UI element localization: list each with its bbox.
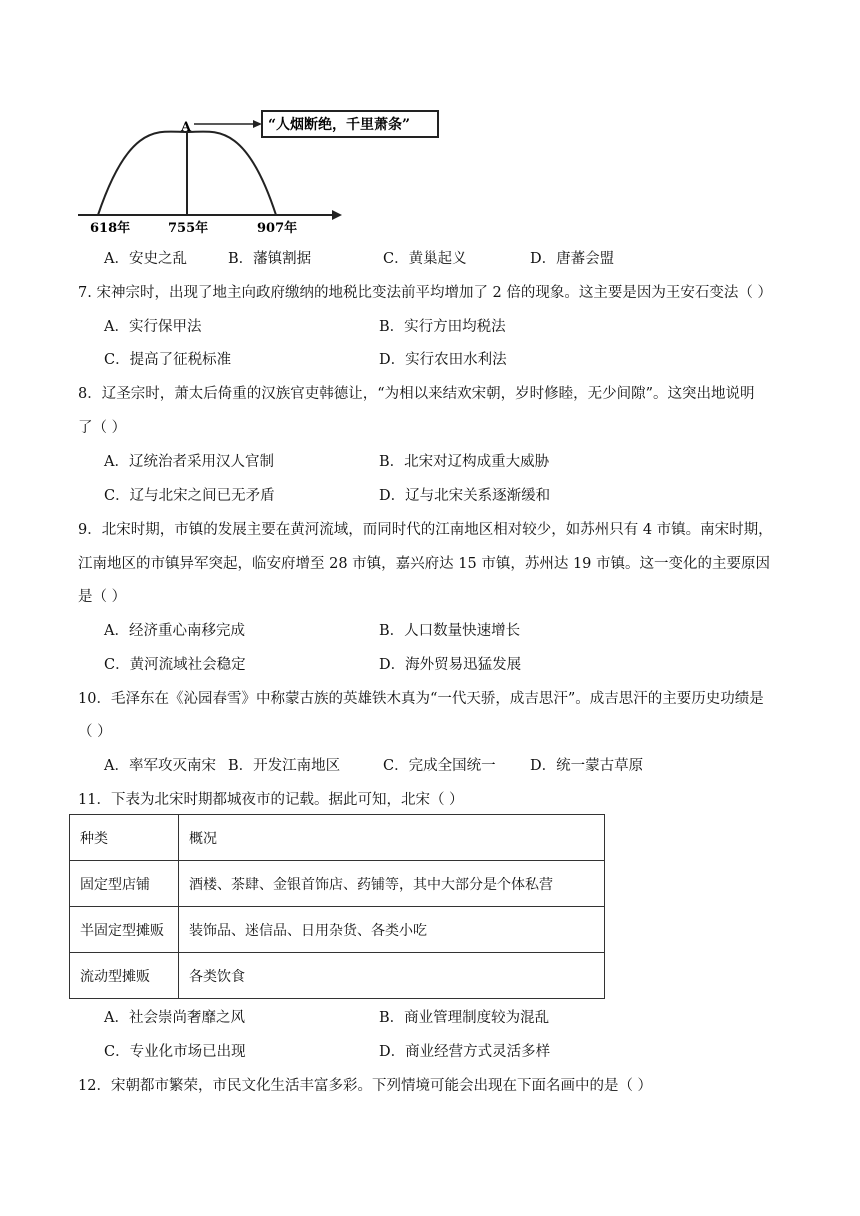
year-label-end: 907年	[257, 221, 298, 236]
q8-option-a[interactable]: A．辽统治者采用汉人官制	[104, 454, 274, 470]
callout-arrow-head	[253, 120, 262, 128]
q8-stem-line1: 8．辽圣宗时，萧太后倚重的汉族官吏韩德让，“为相以来结欢宋朝，岁时修睦，无少间隙”。这突出地说明	[78, 386, 755, 402]
year-label-start: 618年	[90, 221, 131, 236]
q12-stem: 12．宋朝都市繁荣，市民文化生活丰富多彩。下列情境可能会出现在下面名画中的是（ ）	[78, 1078, 653, 1094]
axis-arrow-head	[332, 210, 342, 220]
table-header-cell: 概况	[179, 815, 605, 861]
year-label-peak: 755年	[168, 221, 209, 236]
table-header-row	[70, 815, 605, 861]
table-header-cell: 种类	[70, 815, 179, 861]
q7-option-a[interactable]: A．实行保甲法	[104, 319, 202, 335]
q11-option-a[interactable]: A．社会崇尚奢靡之风	[104, 1010, 245, 1026]
q7-stem: 7. 宋神宗时，出现了地主向政府缴纳的地税比变法前平均增加了 2 倍的现象。这主要是因为王安石变法（ ）	[78, 285, 772, 301]
q8-option-b[interactable]: B．北宋对辽构成重大威胁	[379, 454, 550, 470]
q9-option-b[interactable]: B．人口数量快速增长	[379, 623, 521, 639]
q9-option-a[interactable]: A．经济重心南移完成	[104, 623, 245, 639]
q6-option-d[interactable]: D．唐蕃会盟	[530, 251, 615, 267]
q7-option-d[interactable]: D．实行农田水利法	[379, 352, 507, 368]
q9-option-c[interactable]: C．黄河流域社会稳定	[104, 657, 246, 673]
table-cell-desc: 酒楼、茶肆、金银首饰店、药铺等，其中大部分是个体私营	[179, 861, 605, 907]
q8-stem-line2: 了（ ）	[78, 420, 127, 436]
q9-stem-line1: 9．北宋时期，市镇的发展主要在黄河流域，而同时代的江南地区相对较少，如苏州只有 4 市镇。南宋时期，	[78, 522, 773, 538]
table-cell-type: 固定型店铺	[70, 861, 179, 907]
q6-option-c[interactable]: C．黄巢起义	[383, 251, 467, 267]
q8-option-d[interactable]: D．辽与北宋关系逐渐缓和	[379, 488, 551, 504]
q10-option-a[interactable]: A．率军攻灭南宋	[104, 758, 216, 774]
peak-label: A	[181, 120, 192, 135]
q6-option-b[interactable]: B．藩镇割据	[228, 251, 312, 267]
q7-option-c[interactable]: C．提高了征税标准	[104, 352, 232, 368]
q6-option-a[interactable]: A．安史之乱	[104, 251, 187, 267]
q11-stem: 11．下表为北宋时期都城夜市的记载。据此可知，北宋（ ）	[78, 792, 464, 808]
q10-stem-line1: 10．毛泽东在《沁园春雪》中称蒙古族的英雄铁木真为“一代天骄，成吉思汗”。成吉思汗的主要历史功绩是	[78, 691, 764, 707]
table-cell-desc: 装饰品、迷信品、日用杂货、各类小吃	[179, 907, 605, 953]
q7-option-b[interactable]: B．实行方田均税法	[379, 319, 506, 335]
table-row	[70, 861, 605, 907]
table-row	[70, 953, 605, 999]
table-row	[70, 907, 605, 953]
table-cell-type: 流动型摊贩	[70, 953, 179, 999]
q9-stem-line3: 是（ ）	[78, 589, 127, 605]
table-cell-type: 半固定型摊贩	[70, 907, 179, 953]
q10-option-d[interactable]: D．统一蒙古草原	[530, 758, 644, 774]
q10-option-c[interactable]: C．完成全国统一	[383, 758, 496, 774]
q8-option-c[interactable]: C．辽与北宋之间已无矛盾	[104, 488, 275, 504]
q10-option-b[interactable]: B．开发江南地区	[228, 758, 341, 774]
q9-stem-line2: 江南地区的市镇异军突起，临安府增至 28 市镇，嘉兴府达 15 市镇，苏州达 19 市镇。这一变化的主要原因	[78, 556, 771, 572]
table-cell-desc: 各类饮食	[179, 953, 605, 999]
q11-option-d[interactable]: D．商业经营方式灵活多样	[379, 1044, 551, 1060]
night-market-table	[69, 814, 605, 999]
q10-stem-line2: （ ）	[78, 724, 112, 740]
timeline-curve-figure	[70, 100, 450, 240]
q9-option-d[interactable]: D．海外贸易迅猛发展	[379, 657, 522, 673]
q11-option-b[interactable]: B．商业管理制度较为混乱	[379, 1010, 550, 1026]
callout-text: “人烟断绝，千里萧条”	[268, 117, 411, 133]
q11-option-c[interactable]: C．专业化市场已出现	[104, 1044, 246, 1060]
